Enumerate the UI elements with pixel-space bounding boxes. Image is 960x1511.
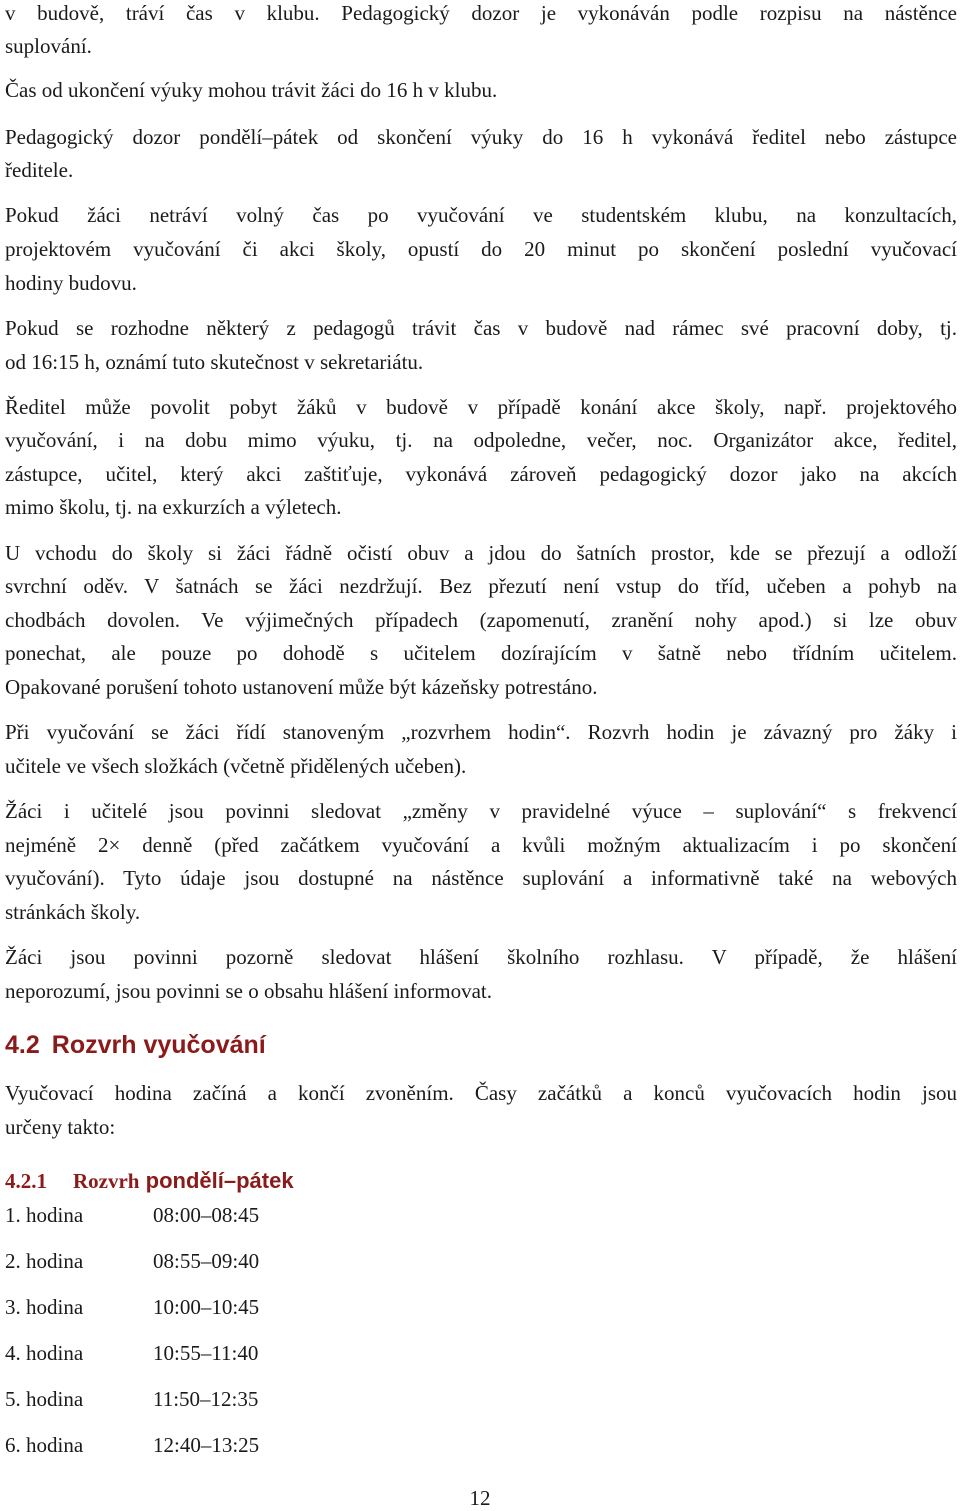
section-heading <box>5 1030 266 1060</box>
lesson-label: 4. hodina <box>5 1341 84 1365</box>
paragraph-line: určeny takto: <box>5 1115 116 1139</box>
section-number: 4.2 <box>5 1031 40 1059</box>
paragraph-line: U vchodu do školy si žáci řádně očistí obuv a jdou do šatních prostor, kde se přezují a odloží <box>5 541 957 565</box>
paragraph-line: Pedagogický dozor pondělí–pátek od skončení výuky do 16 h vykonává ředitel nebo zástupce <box>5 125 957 149</box>
lesson-label: 1. hodina <box>5 1203 84 1227</box>
paragraph-line: nejméně 2× denně (před začátkem vyučování a kvůli možným aktualizacím i po skončení <box>5 833 957 857</box>
subsection-title-part1: Rozvrh <box>73 1169 140 1193</box>
page-number: 12 <box>469 1486 491 1510</box>
paragraph-line: Pokud žáci netráví volný čas po vyučování ve studentském klubu, na konzultacích, <box>5 203 957 227</box>
paragraph-line: chodbách dovolen. Ve výjimečných případech (zapomenutí, zranění nohy apod.) si lze obuv <box>5 608 957 632</box>
subsection-heading <box>5 1168 294 1194</box>
paragraph-line: Opakované porušení tohoto ustanovení může být kázeňsky potrestáno. <box>5 675 598 699</box>
paragraph-line: Vyučovací hodina začíná a končí zvoněním. Časy začátků a konců vyučovacích hodin jsou <box>5 1081 957 1105</box>
paragraph-line: zástupce, učitel, který akci zaštiťuje, vykonává zároveň pedagogický dozor jako na akcích <box>5 462 957 486</box>
paragraph-line: mimo školu, tj. na exkurzích a výletech. <box>5 495 342 519</box>
subsection-title-part2: pondělí–pátek <box>145 1168 294 1193</box>
lesson-time: 10:55–11:40 <box>153 1341 259 1365</box>
lesson-time: 11:50–12:35 <box>153 1387 259 1411</box>
schedule-row <box>5 1340 258 1366</box>
lesson-time: 12:40–13:25 <box>153 1433 260 1457</box>
paragraph-line: Žáci i učitelé jsou povinni sledovat „změny v pravidelné výuce – suplování“ s frekvencí <box>5 799 957 823</box>
subsection-number: 4.2.1 <box>5 1169 47 1193</box>
paragraph-line: Čas od ukončení výuky mohou trávit žáci do 16 h v klubu. <box>5 78 498 102</box>
paragraph-line: Pokud se rozhodne některý z pedagogů trávit čas v budově nad rámec své pracovní doby, tj. <box>5 316 957 340</box>
paragraph-line: ředitele. <box>5 158 74 182</box>
lesson-time: 08:00–08:45 <box>153 1203 260 1227</box>
paragraph-line: ponechat, ale pouze po dohodě s učitelem dozírajícím v šatně nebo třídním učitelem. <box>5 641 957 665</box>
paragraph-line: projektovém vyučování či akci školy, opustí do 20 minut po skončení poslední vyučovací <box>5 237 957 261</box>
paragraph-line: stránkách školy. <box>5 900 141 924</box>
paragraph-line: vyučování). Tyto údaje jsou dostupné na nástěnce suplování a informativně také na webových <box>5 866 957 890</box>
paragraph-line: Žáci jsou povinni pozorně sledovat hlášení školního rozhlasu. V případě, že hlášení <box>5 945 957 969</box>
paragraph-line: v budově, tráví čas v klubu. Pedagogický dozor je vykonáván podle rozpisu na nástěnce <box>5 1 957 25</box>
paragraph-line: od 16:15 h, oznámí tuto skutečnost v sekretariátu. <box>5 350 424 374</box>
lesson-label: 3. hodina <box>5 1295 84 1319</box>
paragraph-line: Ředitel může povolit pobyt žáků v budově v případě konání akce školy, např. projektového <box>5 395 957 419</box>
paragraph-line: suplování. <box>5 34 92 58</box>
paragraph-line: učitele ve všech složkách (včetně přidělených učeben). <box>5 754 467 778</box>
schedule-row <box>5 1294 259 1320</box>
schedule-row <box>5 1432 259 1458</box>
paragraph-line: Při vyučování se žáci řídí stanoveným „rozvrhem hodin“. Rozvrh hodin je závazný pro žáky i <box>5 720 957 744</box>
lesson-label: 6. hodina <box>5 1433 84 1457</box>
schedule-row <box>5 1386 258 1412</box>
section-title: Rozvrh vyučování <box>51 1031 266 1059</box>
paragraph-line: hodiny budovu. <box>5 271 137 295</box>
paragraph-line: svrchní oděv. V šatnách se žáci nezdržují. Bez přezutí není vstup do tříd, učeben a pohyb na <box>5 574 957 598</box>
lesson-time: 08:55–09:40 <box>153 1249 260 1273</box>
lesson-time: 10:00–10:45 <box>153 1295 260 1319</box>
paragraph-line: neporozumí, jsou povinni se o obsahu hlášení informovat. <box>5 979 493 1003</box>
schedule-row <box>5 1202 259 1228</box>
lesson-label: 5. hodina <box>5 1387 84 1411</box>
paragraph-line: vyučování, i na dobu mimo výuku, tj. na odpoledne, večer, noc. Organizátor akce, ředitel, <box>5 428 957 452</box>
lesson-label: 2. hodina <box>5 1249 84 1273</box>
schedule-row <box>5 1248 259 1274</box>
